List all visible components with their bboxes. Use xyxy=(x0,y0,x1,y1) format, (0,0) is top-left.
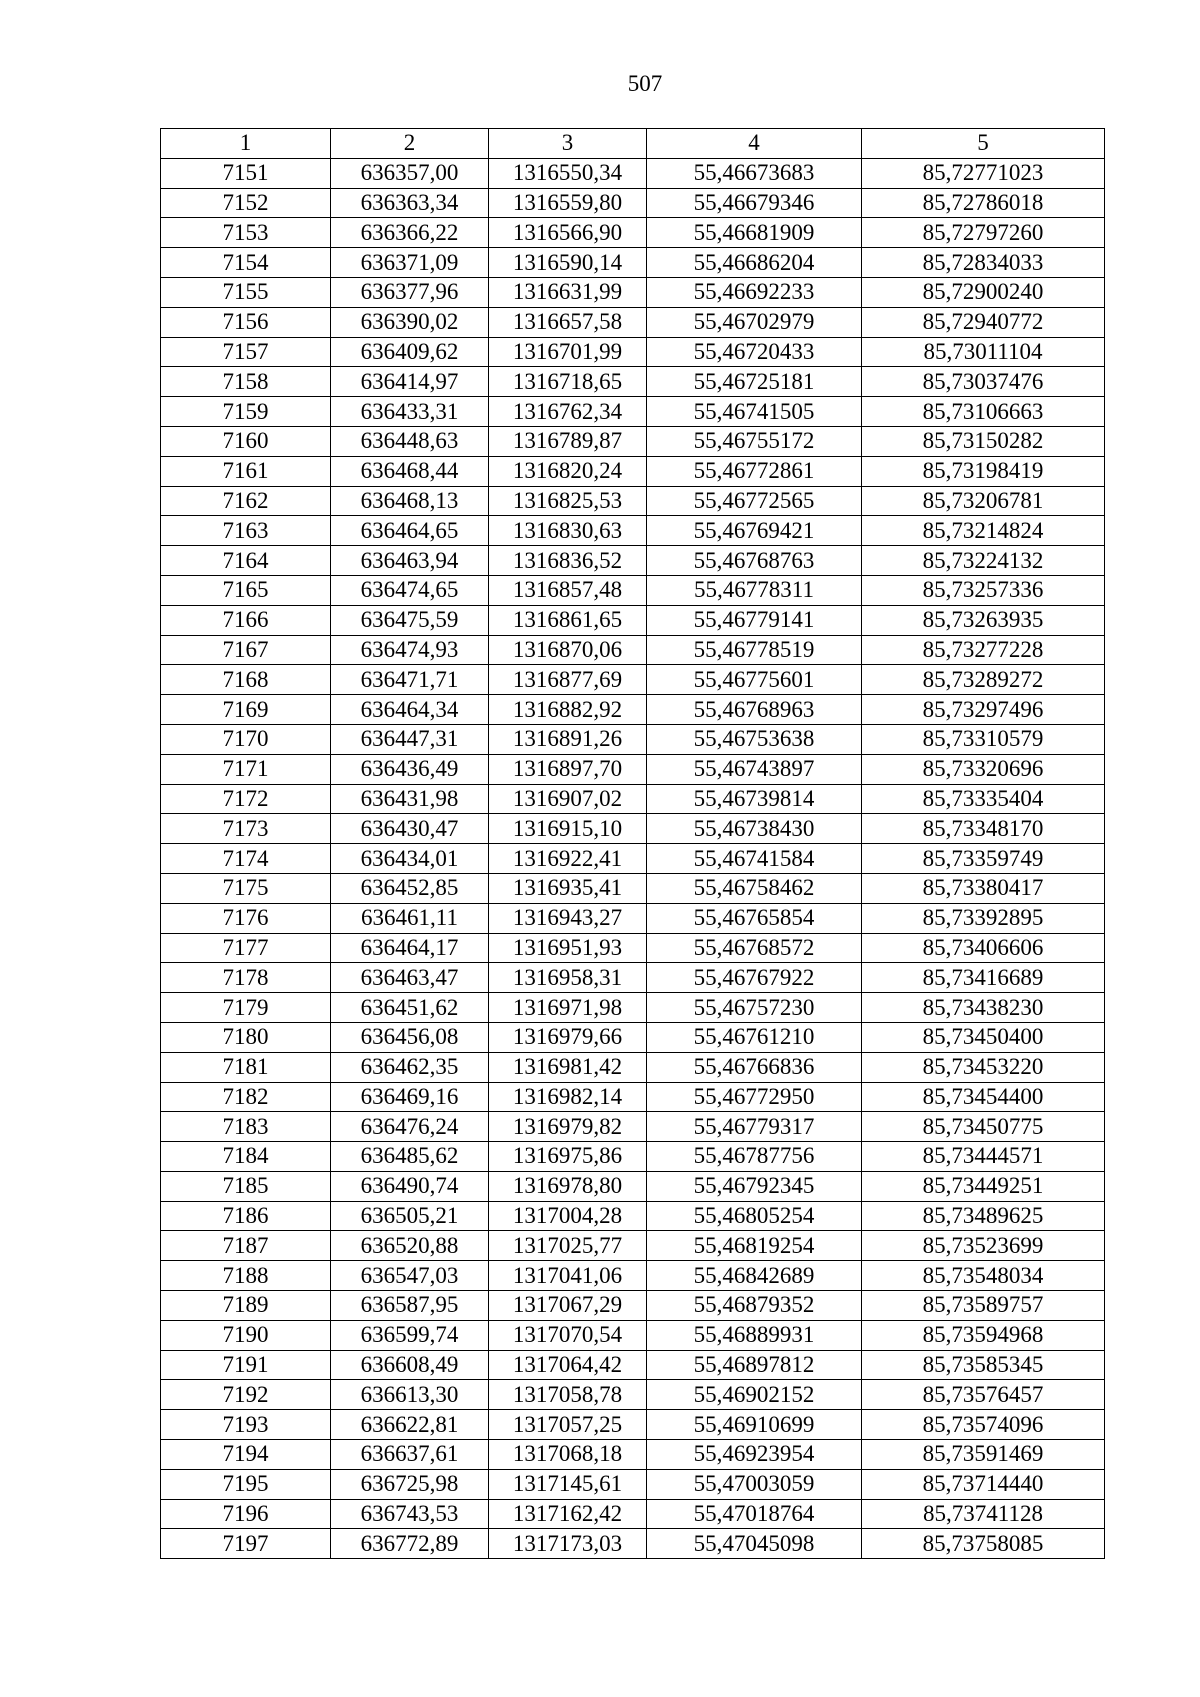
table-cell: 1317064,42 xyxy=(489,1350,647,1380)
table-cell: 55,46741505 xyxy=(647,397,862,427)
table-cell: 7175 xyxy=(161,873,331,903)
table-cell: 55,46772950 xyxy=(647,1082,862,1112)
table-cell: 55,46753638 xyxy=(647,724,862,754)
table-cell: 85,73277228 xyxy=(862,635,1105,665)
table-cell: 55,46702979 xyxy=(647,307,862,337)
table-cell: 1316891,26 xyxy=(489,724,647,754)
table-cell: 636464,34 xyxy=(331,695,489,725)
table-cell: 7180 xyxy=(161,1022,331,1052)
table-cell: 636520,88 xyxy=(331,1231,489,1261)
table-cell: 55,46768763 xyxy=(647,546,862,576)
table-cell: 636451,62 xyxy=(331,993,489,1023)
table-cell: 7181 xyxy=(161,1052,331,1082)
table-cell: 636608,49 xyxy=(331,1350,489,1380)
table-cell: 1317145,61 xyxy=(489,1469,647,1499)
table-cell: 85,73380417 xyxy=(862,873,1105,903)
table-row xyxy=(161,1499,1105,1529)
table-cell: 636476,24 xyxy=(331,1112,489,1142)
table-cell: 1316915,10 xyxy=(489,814,647,844)
table-cell: 636490,74 xyxy=(331,1171,489,1201)
table-row xyxy=(161,1440,1105,1470)
table-cell: 55,46792345 xyxy=(647,1171,862,1201)
table-cell: 636725,98 xyxy=(331,1469,489,1499)
table-cell: 1316882,92 xyxy=(489,695,647,725)
table-cell: 1316943,27 xyxy=(489,903,647,933)
table-row xyxy=(161,516,1105,546)
table-cell: 55,46766836 xyxy=(647,1052,862,1082)
table-cell: 7190 xyxy=(161,1320,331,1350)
table-row xyxy=(161,784,1105,814)
table-cell: 636456,08 xyxy=(331,1022,489,1052)
table-row xyxy=(161,218,1105,248)
table-cell: 85,72771023 xyxy=(862,158,1105,188)
table-cell: 7163 xyxy=(161,516,331,546)
table-cell: 636471,71 xyxy=(331,665,489,695)
table-cell: 636357,00 xyxy=(331,158,489,188)
table-row xyxy=(161,1529,1105,1559)
table-cell: 1316550,34 xyxy=(489,158,647,188)
table-cell: 85,73257336 xyxy=(862,575,1105,605)
table-cell: 1316789,87 xyxy=(489,426,647,456)
table-cell: 636377,96 xyxy=(331,277,489,307)
table-cell: 636430,47 xyxy=(331,814,489,844)
table-cell: 1317070,54 xyxy=(489,1320,647,1350)
table-cell: 7154 xyxy=(161,248,331,278)
table-cell: 7177 xyxy=(161,933,331,963)
table-cell: 1317173,03 xyxy=(489,1529,647,1559)
table-cell: 7187 xyxy=(161,1231,331,1261)
table-cell: 1316820,24 xyxy=(489,456,647,486)
table-cell: 7173 xyxy=(161,814,331,844)
table-cell: 1316718,65 xyxy=(489,367,647,397)
table-cell: 85,73106663 xyxy=(862,397,1105,427)
table-row xyxy=(161,575,1105,605)
table-row xyxy=(161,605,1105,635)
table-cell: 85,73454400 xyxy=(862,1082,1105,1112)
column-header: 4 xyxy=(647,129,862,159)
table-cell: 55,46768572 xyxy=(647,933,862,963)
column-header: 2 xyxy=(331,129,489,159)
table-cell: 85,73335404 xyxy=(862,784,1105,814)
table-cell: 7167 xyxy=(161,635,331,665)
table-cell: 636468,44 xyxy=(331,456,489,486)
table-row xyxy=(161,248,1105,278)
table-cell: 7164 xyxy=(161,546,331,576)
table-cell: 85,73206781 xyxy=(862,486,1105,516)
table-cell: 85,73224132 xyxy=(862,546,1105,576)
table-cell: 85,73263935 xyxy=(862,605,1105,635)
table-cell: 85,73548034 xyxy=(862,1261,1105,1291)
table-cell: 85,73741128 xyxy=(862,1499,1105,1529)
table-cell: 636485,62 xyxy=(331,1142,489,1172)
table-cell: 85,73198419 xyxy=(862,456,1105,486)
table-cell: 7171 xyxy=(161,754,331,784)
table-cell: 85,72834033 xyxy=(862,248,1105,278)
table-cell: 636474,65 xyxy=(331,575,489,605)
table-cell: 85,73449251 xyxy=(862,1171,1105,1201)
table-cell: 7168 xyxy=(161,665,331,695)
table-cell: 55,46889931 xyxy=(647,1320,862,1350)
table-cell: 7158 xyxy=(161,367,331,397)
table-cell: 55,46673683 xyxy=(647,158,862,188)
table-cell: 55,46741584 xyxy=(647,844,862,874)
table-cell: 636461,11 xyxy=(331,903,489,933)
table-cell: 1316861,65 xyxy=(489,605,647,635)
table-cell: 636464,65 xyxy=(331,516,489,546)
table-cell: 85,73450775 xyxy=(862,1112,1105,1142)
table-cell: 55,46758462 xyxy=(647,873,862,903)
table-cell: 636505,21 xyxy=(331,1201,489,1231)
table-cell: 7161 xyxy=(161,456,331,486)
table-cell: 55,46772861 xyxy=(647,456,862,486)
coordinates-table xyxy=(160,128,1105,1559)
table-row xyxy=(161,397,1105,427)
table-row xyxy=(161,188,1105,218)
table-cell: 85,73320696 xyxy=(862,754,1105,784)
table-row xyxy=(161,933,1105,963)
table-cell: 55,46761210 xyxy=(647,1022,862,1052)
table-row xyxy=(161,754,1105,784)
table-row xyxy=(161,546,1105,576)
table-cell: 85,73214824 xyxy=(862,516,1105,546)
table-cell: 85,73310579 xyxy=(862,724,1105,754)
table-row xyxy=(161,695,1105,725)
table-cell: 636613,30 xyxy=(331,1380,489,1410)
table-cell: 55,46681909 xyxy=(647,218,862,248)
table-cell: 7155 xyxy=(161,277,331,307)
table-row xyxy=(161,665,1105,695)
table-cell: 636447,31 xyxy=(331,724,489,754)
table-cell: 7176 xyxy=(161,903,331,933)
table-cell: 636436,49 xyxy=(331,754,489,784)
table-cell: 85,73594968 xyxy=(862,1320,1105,1350)
table-cell: 55,46842689 xyxy=(647,1261,862,1291)
table-cell: 85,72797260 xyxy=(862,218,1105,248)
column-header: 3 xyxy=(489,129,647,159)
table-row xyxy=(161,1142,1105,1172)
table-cell: 7193 xyxy=(161,1410,331,1440)
table-cell: 85,73453220 xyxy=(862,1052,1105,1082)
table-cell: 636462,35 xyxy=(331,1052,489,1082)
table-cell: 7151 xyxy=(161,158,331,188)
table-row xyxy=(161,1469,1105,1499)
table-cell: 1316979,66 xyxy=(489,1022,647,1052)
table-body xyxy=(161,158,1105,1558)
table-cell: 55,46768963 xyxy=(647,695,862,725)
table-row xyxy=(161,456,1105,486)
table-cell: 55,46725181 xyxy=(647,367,862,397)
table-cell: 55,46692233 xyxy=(647,277,862,307)
table-cell: 7172 xyxy=(161,784,331,814)
table-cell: 1316979,82 xyxy=(489,1112,647,1142)
table-cell: 55,46679346 xyxy=(647,188,862,218)
table-row xyxy=(161,1380,1105,1410)
table-cell: 636414,97 xyxy=(331,367,489,397)
table-cell: 1316559,80 xyxy=(489,188,647,218)
table-cell: 55,46805254 xyxy=(647,1201,862,1231)
table-cell: 7189 xyxy=(161,1291,331,1321)
table-cell: 1316657,58 xyxy=(489,307,647,337)
table-cell: 1316836,52 xyxy=(489,546,647,576)
table-cell: 1316978,80 xyxy=(489,1171,647,1201)
table-cell: 1317162,42 xyxy=(489,1499,647,1529)
table-cell: 7179 xyxy=(161,993,331,1023)
table-cell: 1317058,78 xyxy=(489,1380,647,1410)
table-row xyxy=(161,1410,1105,1440)
table-row xyxy=(161,1052,1105,1082)
table-cell: 7153 xyxy=(161,218,331,248)
table-cell: 85,73591469 xyxy=(862,1440,1105,1470)
table-cell: 55,46772565 xyxy=(647,486,862,516)
table-row xyxy=(161,1022,1105,1052)
table-row xyxy=(161,1201,1105,1231)
table-cell: 85,73444571 xyxy=(862,1142,1105,1172)
table-row xyxy=(161,993,1105,1023)
table-cell: 7186 xyxy=(161,1201,331,1231)
table-cell: 85,73037476 xyxy=(862,367,1105,397)
table-cell: 636433,31 xyxy=(331,397,489,427)
table-row xyxy=(161,1291,1105,1321)
table-cell: 55,46910699 xyxy=(647,1410,862,1440)
table-cell: 7195 xyxy=(161,1469,331,1499)
table-cell: 1316982,14 xyxy=(489,1082,647,1112)
table-cell: 7197 xyxy=(161,1529,331,1559)
table-cell: 1317004,28 xyxy=(489,1201,647,1231)
column-header: 5 xyxy=(862,129,1105,159)
table-cell: 85,73438230 xyxy=(862,993,1105,1023)
table-cell: 1316958,31 xyxy=(489,963,647,993)
table-cell: 55,46686204 xyxy=(647,248,862,278)
table-cell: 55,46787756 xyxy=(647,1142,862,1172)
table-cell: 7182 xyxy=(161,1082,331,1112)
table-cell: 636637,61 xyxy=(331,1440,489,1470)
table-row xyxy=(161,158,1105,188)
table-cell: 55,46778311 xyxy=(647,575,862,605)
table-cell: 55,46767922 xyxy=(647,963,862,993)
table-cell: 7170 xyxy=(161,724,331,754)
table-cell: 1317068,18 xyxy=(489,1440,647,1470)
table-cell: 636599,74 xyxy=(331,1320,489,1350)
table-cell: 1317041,06 xyxy=(489,1261,647,1291)
table-cell: 7184 xyxy=(161,1142,331,1172)
table-cell: 1316590,14 xyxy=(489,248,647,278)
table-row xyxy=(161,1261,1105,1291)
table-cell: 636452,85 xyxy=(331,873,489,903)
table-cell: 55,46778519 xyxy=(647,635,862,665)
table-cell: 7162 xyxy=(161,486,331,516)
table-row xyxy=(161,814,1105,844)
table-cell: 636409,62 xyxy=(331,337,489,367)
table-cell: 55,46739814 xyxy=(647,784,862,814)
table-cell: 85,73589757 xyxy=(862,1291,1105,1321)
table-cell: 85,72940772 xyxy=(862,307,1105,337)
table-row xyxy=(161,724,1105,754)
table-cell: 7196 xyxy=(161,1499,331,1529)
table-cell: 55,46757230 xyxy=(647,993,862,1023)
table-cell: 7160 xyxy=(161,426,331,456)
table-cell: 636463,94 xyxy=(331,546,489,576)
table-row xyxy=(161,1350,1105,1380)
table-cell: 636464,17 xyxy=(331,933,489,963)
table-cell: 7185 xyxy=(161,1171,331,1201)
table-cell: 1316951,93 xyxy=(489,933,647,963)
table-cell: 1316975,86 xyxy=(489,1142,647,1172)
table-cell: 55,47018764 xyxy=(647,1499,862,1529)
table-row xyxy=(161,337,1105,367)
table-row xyxy=(161,277,1105,307)
table-cell: 85,73359749 xyxy=(862,844,1105,874)
table-cell: 85,73450400 xyxy=(862,1022,1105,1052)
table-cell: 636431,98 xyxy=(331,784,489,814)
table-cell: 85,73523699 xyxy=(862,1231,1105,1261)
table-cell: 55,46738430 xyxy=(647,814,862,844)
table-cell: 85,73348170 xyxy=(862,814,1105,844)
table-cell: 1317067,29 xyxy=(489,1291,647,1321)
column-header: 1 xyxy=(161,129,331,159)
table-cell: 7166 xyxy=(161,605,331,635)
table-cell: 1316907,02 xyxy=(489,784,647,814)
table-cell: 55,46775601 xyxy=(647,665,862,695)
table-cell: 1317057,25 xyxy=(489,1410,647,1440)
table-cell: 85,72786018 xyxy=(862,188,1105,218)
table-cell: 85,73416689 xyxy=(862,963,1105,993)
table-cell: 7165 xyxy=(161,575,331,605)
table-cell: 1316830,63 xyxy=(489,516,647,546)
table-cell: 636468,13 xyxy=(331,486,489,516)
table-cell: 1316825,53 xyxy=(489,486,647,516)
table-cell: 636469,16 xyxy=(331,1082,489,1112)
table-cell: 7169 xyxy=(161,695,331,725)
table-cell: 636772,89 xyxy=(331,1529,489,1559)
table-cell: 55,47003059 xyxy=(647,1469,862,1499)
table-cell: 1316971,98 xyxy=(489,993,647,1023)
table-cell: 7178 xyxy=(161,963,331,993)
table-cell: 1316870,06 xyxy=(489,635,647,665)
table-cell: 636587,95 xyxy=(331,1291,489,1321)
table-cell: 636622,81 xyxy=(331,1410,489,1440)
table-cell: 7192 xyxy=(161,1380,331,1410)
table-cell: 85,73576457 xyxy=(862,1380,1105,1410)
table-row xyxy=(161,903,1105,933)
table-row xyxy=(161,873,1105,903)
table-cell: 55,46743897 xyxy=(647,754,862,784)
table-cell: 7152 xyxy=(161,188,331,218)
table-cell: 636463,47 xyxy=(331,963,489,993)
table-cell: 636475,59 xyxy=(331,605,489,635)
table-cell: 636363,34 xyxy=(331,188,489,218)
table-cell: 55,46897812 xyxy=(647,1350,862,1380)
table-cell: 1316857,48 xyxy=(489,575,647,605)
table-row xyxy=(161,1171,1105,1201)
table-row xyxy=(161,844,1105,874)
table-cell: 1316897,70 xyxy=(489,754,647,784)
table-cell: 85,73297496 xyxy=(862,695,1105,725)
table-cell: 636547,03 xyxy=(331,1261,489,1291)
table-cell: 1316762,34 xyxy=(489,397,647,427)
table-cell: 7194 xyxy=(161,1440,331,1470)
table-cell: 636434,01 xyxy=(331,844,489,874)
table-cell: 636474,93 xyxy=(331,635,489,665)
table-cell: 7191 xyxy=(161,1350,331,1380)
table-cell: 55,46769421 xyxy=(647,516,862,546)
table-cell: 85,73574096 xyxy=(862,1410,1105,1440)
table-cell: 7174 xyxy=(161,844,331,874)
table-cell: 55,46819254 xyxy=(647,1231,862,1261)
table-cell: 55,46902152 xyxy=(647,1380,862,1410)
table-cell: 55,46765854 xyxy=(647,903,862,933)
table-cell: 55,46923954 xyxy=(647,1440,862,1470)
table-row xyxy=(161,1231,1105,1261)
table-cell: 7159 xyxy=(161,397,331,427)
table-cell: 1316877,69 xyxy=(489,665,647,695)
table-cell: 7183 xyxy=(161,1112,331,1142)
table-cell: 7157 xyxy=(161,337,331,367)
table-cell: 85,73714440 xyxy=(862,1469,1105,1499)
table-cell: 55,46879352 xyxy=(647,1291,862,1321)
table-cell: 1316701,99 xyxy=(489,337,647,367)
table-row xyxy=(161,367,1105,397)
table-cell: 1316935,41 xyxy=(489,873,647,903)
table-cell: 1316922,41 xyxy=(489,844,647,874)
table-cell: 55,46755172 xyxy=(647,426,862,456)
table-row xyxy=(161,426,1105,456)
table-cell: 636390,02 xyxy=(331,307,489,337)
table-row xyxy=(161,1320,1105,1350)
table-cell: 85,72900240 xyxy=(862,277,1105,307)
table-header-row xyxy=(161,129,1105,159)
table-cell: 55,46779317 xyxy=(647,1112,862,1142)
table-cell: 85,73289272 xyxy=(862,665,1105,695)
table-row xyxy=(161,307,1105,337)
table-cell: 636366,22 xyxy=(331,218,489,248)
table-cell: 1316566,90 xyxy=(489,218,647,248)
table-cell: 1316631,99 xyxy=(489,277,647,307)
table-row xyxy=(161,1082,1105,1112)
table-row xyxy=(161,635,1105,665)
table-cell: 85,73011104 xyxy=(862,337,1105,367)
table-row xyxy=(161,486,1105,516)
table-row xyxy=(161,1112,1105,1142)
table-cell: 85,73758085 xyxy=(862,1529,1105,1559)
table-cell: 85,73489625 xyxy=(862,1201,1105,1231)
table-cell: 7188 xyxy=(161,1261,331,1291)
table-row xyxy=(161,963,1105,993)
table-cell: 85,73150282 xyxy=(862,426,1105,456)
table-cell: 85,73406606 xyxy=(862,933,1105,963)
table-cell: 636448,63 xyxy=(331,426,489,456)
table-cell: 55,46720433 xyxy=(647,337,862,367)
table-cell: 85,73392895 xyxy=(862,903,1105,933)
page-number: 507 xyxy=(627,71,663,96)
table-cell: 636371,09 xyxy=(331,248,489,278)
table-cell: 85,73585345 xyxy=(862,1350,1105,1380)
table-cell: 1316981,42 xyxy=(489,1052,647,1082)
table-cell: 55,46779141 xyxy=(647,605,862,635)
table-cell: 1317025,77 xyxy=(489,1231,647,1261)
table-cell: 55,47045098 xyxy=(647,1529,862,1559)
table-cell: 7156 xyxy=(161,307,331,337)
table-cell: 636743,53 xyxy=(331,1499,489,1529)
